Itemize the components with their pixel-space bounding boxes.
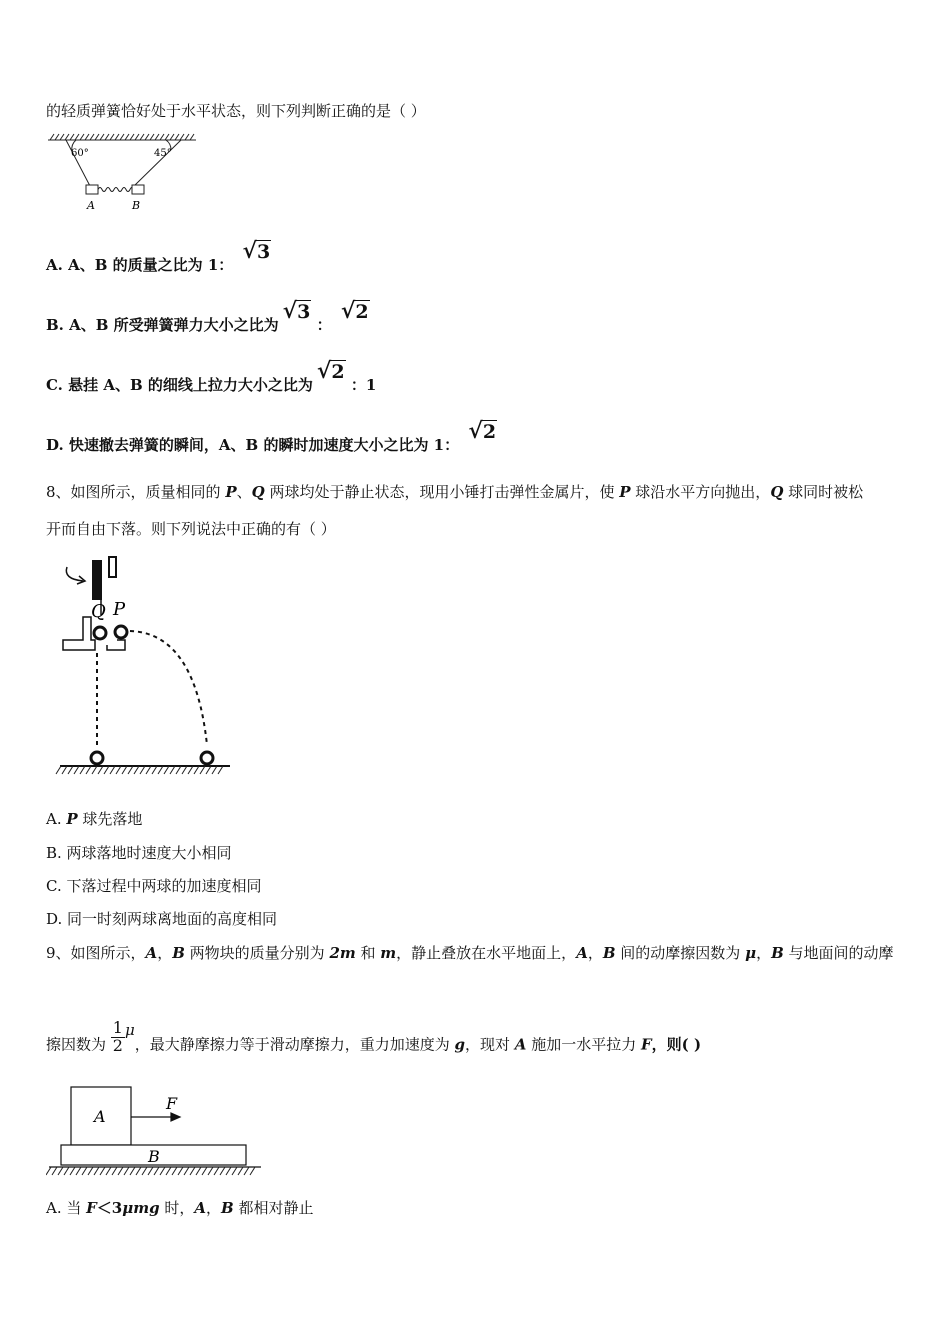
q9-stem-line2: 擦因数为 $\frac{1}{2}$ μ，最大静摩擦力等于滑动摩擦力，重力加速度为 g，现对 A 施加一水平拉力 F，则( )	[46, 1018, 702, 1055]
q8-stem-line2: 开而自由下落。则下列说法中正确的有（ ）	[46, 520, 336, 538]
q9-figure	[46, 1085, 266, 1180]
q7-option-c-text: C. 悬挂 A、B 的细线上拉力大小之比为	[46, 376, 313, 394]
q7-angle-right: 45°	[154, 148, 172, 159]
fraction-one-half: $\frac{1}{2}$	[112, 1018, 123, 1055]
q7-figure	[46, 130, 206, 215]
q7-stem-tail: 的轻质弹簧恰好处于水平状态，则下列判断正确的是（ ）	[46, 102, 426, 120]
q7-option-d[interactable]	[46, 418, 497, 456]
q7-option-c-tail: ：1	[350, 376, 377, 394]
q7-label-a: A	[87, 199, 95, 212]
q8-option-c[interactable]: C. 下落过程中两球的加速度相同	[46, 877, 262, 895]
sqrt-2: √2	[468, 418, 497, 444]
q9-label-a: A	[94, 1107, 106, 1126]
q8-option-b[interactable]: B. 两球落地时速度大小相同	[46, 844, 232, 862]
q7-option-a-text: A. A、B 的质量之比为 1：	[46, 256, 234, 274]
q8-figure	[55, 555, 235, 785]
q7-option-a[interactable]	[46, 238, 271, 276]
q9-label-f: F	[166, 1094, 178, 1113]
q8-stem-line1: 8、如图所示，质量相同的 P、Q 两球均处于静止状态，现用小锤打击弹性金属片，使 P 球沿水平方向抛出，Q 球同时被松	[46, 483, 864, 501]
ratio-sep: ：	[316, 316, 332, 334]
q8-label-p: P	[113, 599, 126, 620]
q8-option-a[interactable]: A. P 球先落地	[46, 810, 143, 828]
q7-option-d-text: D. 快速撤去弹簧的瞬间，A、B 的瞬时加速度大小之比为 1：	[46, 436, 460, 454]
sqrt-2: √2	[340, 298, 369, 324]
q7-label-b: B	[132, 199, 141, 212]
q8-option-d[interactable]: D. 同一时刻两球离地面的高度相同	[46, 910, 278, 928]
q7-option-b-text: B. A、B 所受弹簧弹力大小之比为	[46, 316, 279, 334]
q9-option-a[interactable]: A. 当 F＜3μmg 时，A，B 都相对静止	[46, 1199, 314, 1217]
q7-option-b[interactable]	[46, 298, 370, 336]
sqrt-2: √2	[316, 358, 345, 384]
q9-stem-line1: 9、如图所示，A，B 两物块的质量分别为 2m 和 m，静止叠放在水平地面上，A，B 间的动摩擦因数为 μ，B 与地面间的动摩	[46, 944, 894, 962]
sqrt-3: √3	[242, 238, 271, 264]
q7-option-c[interactable]	[46, 358, 377, 396]
q8-label-q: Q	[91, 601, 106, 622]
sqrt-3: √3	[282, 298, 311, 324]
q7-angle-left: 60°	[71, 148, 89, 159]
q9-label-b: B	[148, 1147, 160, 1166]
